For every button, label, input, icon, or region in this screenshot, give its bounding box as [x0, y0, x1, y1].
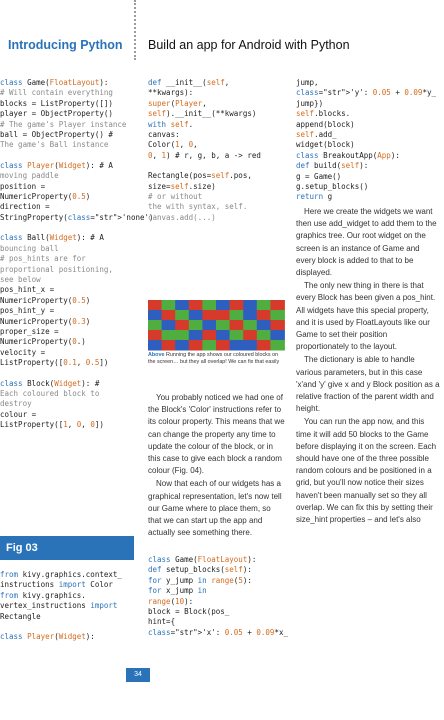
game-block [175, 310, 190, 321]
code-line: Rectangle(pos=self.pos, [148, 171, 252, 181]
code-line: def setup_blocks(self): [148, 565, 252, 575]
game-block [189, 320, 204, 331]
code-line: player = ObjectProperty() [0, 109, 113, 119]
code-line: return g [296, 192, 333, 202]
figure-label: Fig 03 [0, 536, 134, 560]
game-block [175, 300, 190, 311]
caption-text: Running the app shows our coloured blocks on the screen… but they all overlap! We can fix that easily [148, 352, 280, 365]
game-block [148, 340, 163, 351]
code-line: direction = [0, 202, 50, 212]
code-line: the with syntax, self. [148, 202, 248, 212]
code-line: Each coloured block to [0, 388, 100, 398]
code-line: class Block(Widget): # [0, 378, 100, 388]
code-blank [0, 151, 134, 161]
paragraph: Here we create the widgets we want then use add_widget to add them to the graphics tree. Our root widget on the screen is an instance of Game and every block is added to that to be displayed. [296, 207, 437, 278]
code-line: destroy [0, 399, 32, 409]
code-line: The game's Ball instance [0, 140, 109, 150]
caption-lead: Above [148, 352, 165, 358]
game-block [257, 300, 272, 311]
game-block [270, 300, 285, 311]
dotted-divider [134, 0, 136, 60]
paragraph: You can run the app now, and this time it will add 50 blocks to the Game before displaying it on the screen. Each should have one of the three possible random colours and be positioned in a grid, but you'll now notice their sizes haven't been manually set so they all overlap. We can fix this by setting their size_hint properties – and let's also [296, 417, 437, 525]
code-line: jump}) [296, 98, 324, 108]
game-block [148, 330, 163, 341]
game-block [243, 340, 258, 351]
game-block [243, 330, 258, 341]
paragraph: The dictionary is able to handle various parameters, but in this case 'x'and 'y' give x and y Block position as a relative fraction of the parent width and height. [296, 355, 440, 414]
code-line: NumericProperty(0.3) [0, 316, 91, 326]
code-block-right [296, 78, 440, 203]
code-line: proportional positioning, [0, 264, 113, 274]
code-line: jump, [296, 78, 319, 87]
code-line: for x_jump in [148, 586, 207, 596]
paragraph: Now that each of our widgets has a graphical representation, let's now tell our Game where to place them, so that we can start up the app and actually see something there. [148, 479, 282, 538]
code-line: class Player(Widget): [0, 632, 95, 642]
game-block [148, 320, 163, 331]
figure-caption [148, 352, 286, 366]
code-line: bouncing ball [0, 243, 59, 253]
game-block [148, 300, 163, 311]
game-block [216, 310, 231, 321]
game-block [189, 340, 204, 351]
code-line: vertex_instructions import [0, 601, 118, 611]
code-line: see below [0, 274, 41, 284]
game-block [189, 310, 204, 321]
code-line: size=self.size) [148, 181, 216, 191]
game-block [202, 340, 217, 351]
blocks-screenshot [148, 300, 284, 350]
code-blank [0, 369, 134, 379]
game-block [230, 310, 245, 321]
game-block [230, 330, 245, 341]
page-number: 34 [126, 668, 150, 682]
code-block-middle [148, 78, 286, 223]
game-block [202, 330, 217, 341]
game-block [216, 320, 231, 331]
code-line: 0, 1) # r, g, b, a -> red [148, 150, 261, 160]
code-line: class Ball(Widget): # A [0, 233, 104, 243]
code-line: canvas: [148, 130, 180, 140]
game-block [243, 320, 258, 331]
game-block [162, 300, 177, 311]
section-title: Introducing Python [8, 38, 123, 52]
paragraph: The only new thing in there is that every Block has been given a pos_hint. All widgets have this special property, and it is used by FloatLayouts like our Game to set their position proportionately to the layout. [296, 281, 436, 352]
body-text-middle [148, 392, 286, 540]
code-line: ListProperty([1, 0, 0]) [0, 420, 104, 430]
code-line: colour = [0, 409, 37, 419]
game-block [257, 310, 272, 321]
game-block [216, 330, 231, 341]
code-line: # or without [148, 192, 203, 202]
code-line: class="str">'y': 0.05 + 0.09*y_ [296, 88, 436, 98]
game-block [270, 330, 285, 341]
code-blank [0, 622, 134, 632]
code-line: class Game(FloatLayout): [148, 555, 257, 564]
code-line: append(block) [296, 119, 355, 129]
code-line: instructions import Color [0, 580, 113, 590]
code-line: range(10): [148, 596, 194, 606]
game-block [162, 310, 177, 321]
code-line: Color(1, 0, [148, 140, 198, 150]
code-block-left [0, 78, 154, 431]
paragraph: You probably noticed we had one of the Block's 'Color' instructions refer to its colour property. This means that we can change the property any time to update the colour of the block, or in this case to give each block a random colour (Fig. 04). [148, 393, 285, 476]
code-line: class BreakoutApp(App): [296, 150, 400, 160]
code-block-middle-bottom [148, 555, 286, 638]
code-line: block = Block(pos_ [148, 607, 230, 617]
code-line: self.add_ [296, 130, 337, 140]
code-line: self).__init__(**kwargs) [148, 109, 257, 119]
code-line: proper_size = [0, 326, 59, 336]
code-line: class Player(Widget): # A [0, 160, 113, 170]
game-block [148, 310, 163, 321]
game-block [243, 300, 258, 311]
code-line: position = [0, 181, 46, 191]
code-line: hint={ [148, 617, 176, 627]
game-block [243, 310, 258, 321]
game-block [257, 330, 272, 341]
game-block [257, 340, 272, 351]
game-block [202, 310, 217, 321]
game-block [257, 320, 272, 331]
game-block [175, 320, 190, 331]
code-line: **kwargs): [148, 88, 194, 98]
code-line: # pos_hints are for [0, 254, 86, 264]
code-line: # The game's Player instance [0, 119, 127, 129]
code-line: NumericProperty(0.5) [0, 295, 91, 305]
body-text-right [296, 206, 440, 527]
code-line: NumericProperty(0.5) [0, 192, 91, 202]
code-line: class Game(FloatLayout): [0, 78, 109, 87]
game-block [230, 340, 245, 351]
code-line: canvas.add(...) [148, 212, 216, 222]
code-line: ListProperty([0.1, 0.5]) [0, 358, 109, 368]
game-block [162, 330, 177, 341]
game-block [175, 330, 190, 341]
code-line: def __init__(self, [148, 78, 230, 87]
code-line: blocks = ListProperty([]) [0, 98, 113, 108]
game-block [230, 300, 245, 311]
game-block [216, 340, 231, 351]
game-block [175, 340, 190, 351]
code-block-left-bottom [0, 570, 134, 642]
code-line: from kivy.graphics.context_ [0, 570, 122, 579]
game-block [270, 310, 285, 321]
game-block [162, 320, 177, 331]
game-block [202, 320, 217, 331]
code-line: def build(self): [296, 161, 369, 171]
code-line: g = Game() [296, 171, 342, 181]
code-blank [148, 161, 286, 171]
game-block [162, 340, 177, 351]
code-line: StringProperty(class="str">'none') [0, 212, 154, 222]
game-block [270, 340, 285, 351]
code-line: pos_hint_y = [0, 306, 55, 316]
code-line: class="str">'x': 0.05 + 0.09*x_ [148, 627, 288, 637]
code-line: with self. [148, 119, 194, 129]
code-line: moving paddle [0, 171, 59, 181]
game-block [202, 300, 217, 311]
code-line: for y_jump in range(5): [148, 575, 252, 585]
game-block [189, 300, 204, 311]
game-block [216, 300, 231, 311]
code-line: NumericProperty(0.) [0, 337, 86, 347]
code-line: ball = ObjectProperty() # [0, 130, 113, 140]
code-line: # Will contain everything [0, 88, 113, 98]
page-title: Build an app for Android with Python [148, 38, 350, 52]
code-line: Rectangle [0, 611, 41, 621]
code-line: super(Player, [148, 98, 207, 108]
code-blank [0, 223, 134, 233]
code-line: velocity = [0, 347, 46, 357]
code-line: widget(block) [296, 140, 355, 150]
code-line: pos_hint_x = [0, 285, 55, 295]
code-line: g.setup_blocks() [296, 182, 369, 192]
game-block [230, 320, 245, 331]
code-line: from kivy.graphics. [0, 590, 86, 600]
game-block [189, 330, 204, 341]
code-line: self.blocks. [296, 109, 351, 119]
game-block [270, 320, 285, 331]
